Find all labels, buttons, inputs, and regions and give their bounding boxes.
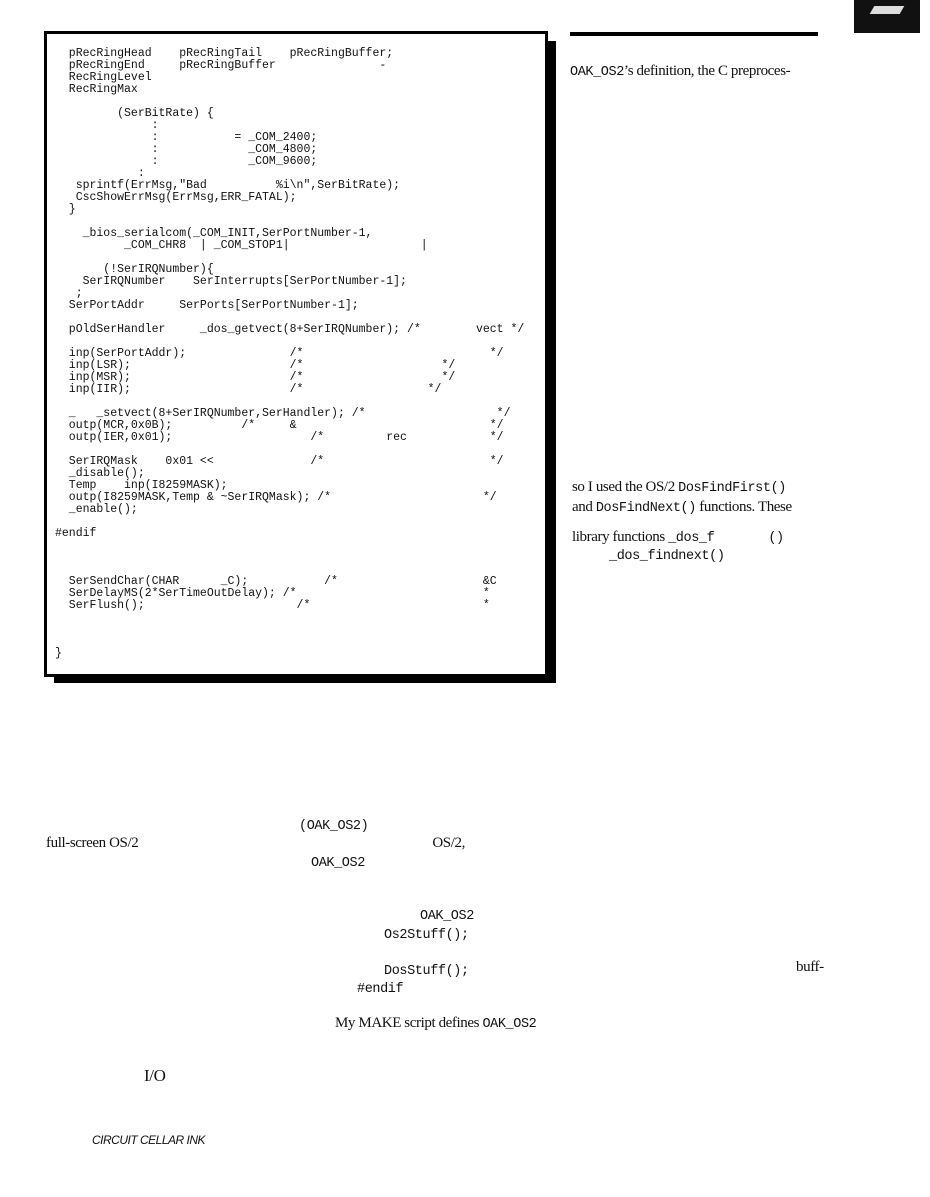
code-line: : = _COM_2400; — [55, 131, 318, 144]
code-line: (SerBitRate) { — [55, 107, 214, 120]
footer-magazine-name: CIRCUIT CELLAR INK — [92, 1133, 206, 1147]
code-line — [55, 540, 524, 552]
code-line — [55, 624, 524, 636]
bottom-line-7: #endif — [357, 982, 404, 997]
bottom-line-8: My MAKE script defines OAK_OS2 — [335, 1015, 537, 1032]
code-line: inp(IIR); /* */ — [55, 383, 442, 396]
right-line-2: so I used the OS/2 DosFindFirst() — [572, 479, 786, 496]
right-line-4: library functions _dos_f () — [572, 529, 784, 546]
bottom-line-5: Os2Stuff(); — [384, 928, 469, 943]
code-line: _disable(); — [55, 467, 145, 480]
code-line: _COM_CHR8 | _COM_STOP1| | — [55, 239, 428, 252]
code-line — [55, 516, 524, 528]
right-line-1: OAK_OS2’s definition, the C preproces- — [570, 63, 791, 80]
code-line: SerIRQMask 0x01 << /* */ — [55, 455, 504, 468]
code-line: RecRingMax — [55, 83, 138, 96]
code-line: : _COM_9600; — [55, 155, 318, 168]
code-line: sprintf(ErrMsg,"Bad %i\n",SerBitRate); — [55, 179, 401, 192]
column-rule — [570, 32, 818, 36]
code-line: _ _setvect(8+SerIRQNumber,SerHandler); /* */ — [55, 407, 511, 420]
code-line: : — [55, 167, 145, 180]
code-line: inp(SerPortAddr); /* */ — [55, 347, 504, 360]
code-line — [55, 636, 524, 648]
right-line-3: and DosFindNext() functions. These — [572, 499, 792, 516]
code-line: pRecRingEnd pRecRingBuffer - — [55, 59, 387, 72]
code-line: SerIRQNumber SerInterrupts[SerPortNumber-1]; — [55, 275, 407, 288]
code-line: CscShowErrMsg(ErrMsg,ERR_FATAL); — [55, 191, 297, 204]
code-line: #endif — [55, 527, 97, 540]
bottom-line-2: full-screen OS/2 OS/2, — [46, 835, 465, 851]
bottom-line-6: DosStuff(); — [384, 964, 469, 979]
code-line: ; — [55, 287, 83, 300]
code-line: } — [55, 203, 76, 216]
code-line: : — [55, 119, 159, 132]
code-line: SerFlush(); /* * — [55, 599, 490, 612]
code-line: outp(MCR,0x0B); /* & */ — [55, 419, 504, 432]
code-line: SerPortAddr SerPorts[SerPortNumber-1]; — [55, 299, 359, 312]
code-line: : _COM_4800; — [55, 143, 318, 156]
code-line: outp(IER,0x01); /* rec */ — [55, 431, 504, 444]
right-line-6: buff- — [796, 959, 824, 975]
corner-logo-mark — [854, 0, 920, 33]
code-line: (!SerIRQNumber){ — [55, 263, 214, 276]
code-listing — [44, 31, 548, 677]
code-line: SerDelayMS(2*SerTimeOutDelay); /* * — [55, 587, 490, 600]
code-line: outp(I8259MASK,Temp & ~SerIRQMask); /* */ — [55, 491, 497, 504]
code-line: pRecRingHead pRecRingTail pRecRingBuffer; — [55, 47, 394, 60]
bottom-line-4: OAK_OS2 — [420, 909, 474, 924]
code-line — [55, 552, 524, 564]
code-line: inp(LSR); /* */ — [55, 359, 456, 372]
code-lines — [55, 48, 524, 660]
code-line: Temp inp(I8259MASK); — [55, 479, 228, 492]
bottom-line-1: (OAK_OS2) — [299, 819, 369, 834]
right-line-5: _dos_findnext() — [609, 549, 725, 564]
code-line: pOldSerHandler _dos_getvect(8+SerIRQNumber); /* vect */ — [55, 323, 525, 336]
code-line: RecRingLevel — [55, 71, 152, 84]
code-line: _bios_serialcom(_COM_INIT,SerPortNumber-1, — [55, 227, 373, 240]
bottom-line-9: I/O — [144, 1066, 166, 1085]
code-line — [55, 612, 524, 624]
code-line: } — [55, 647, 62, 660]
bottom-line-3: OAK_OS2 — [311, 856, 365, 871]
code-line: SerSendChar(CHAR _C); /* &C — [55, 575, 497, 588]
code-line: inp(MSR); /* */ — [55, 371, 456, 384]
code-line: _enable(); — [55, 503, 138, 516]
